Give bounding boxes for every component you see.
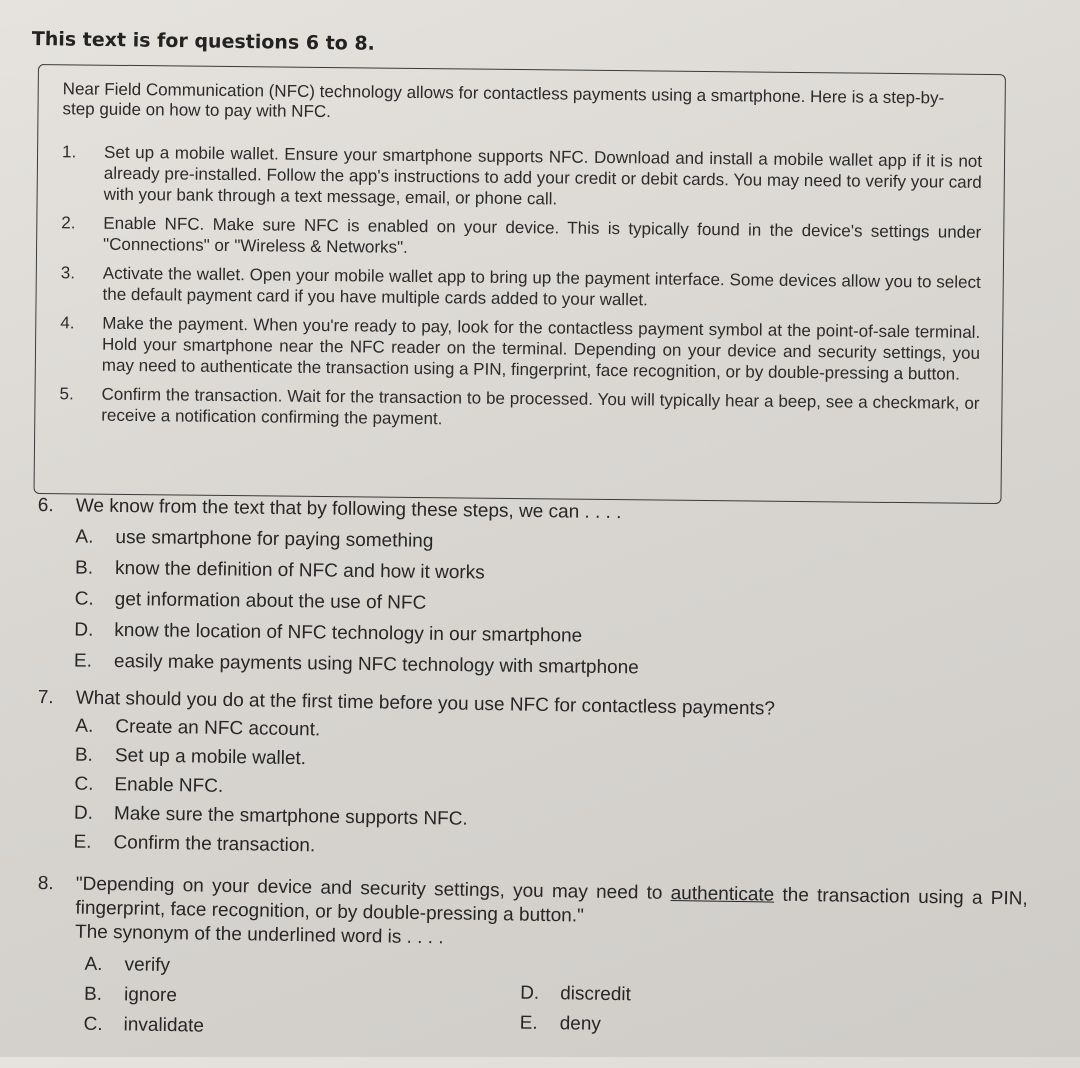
option-text: get information about the use of NFC: [115, 588, 427, 616]
question-6: [36, 494, 1018, 692]
step-item: [60, 262, 980, 314]
question-8: [35, 872, 1028, 1068]
step-item: [59, 383, 979, 435]
question-text: What should you do at the first time before you use NFC for contactless payments?: [76, 687, 1018, 726]
reading-text-box: [33, 64, 1005, 504]
steps-list: [59, 141, 982, 443]
answer-options: [74, 525, 1018, 684]
option-b[interactable]: [75, 556, 1017, 592]
option-a[interactable]: [75, 525, 1017, 561]
option-letter: C.: [74, 773, 110, 798]
option-c[interactable]: [75, 587, 1017, 623]
options-right-column: [519, 982, 520, 1042]
option-text: Create an NFC account.: [115, 715, 320, 742]
option-letter: E.: [519, 1012, 555, 1037]
step-text: Confirm the transaction. Wait for the transaction to be processed. You will typically hear a beep, see a checkmark, or receive a notification confirming the payment.: [101, 384, 979, 435]
option-letter: B.: [84, 983, 120, 1008]
option-text: Make sure the smartphone supports NFC.: [114, 802, 468, 832]
option-letter: A.: [75, 715, 111, 740]
option-letter: C.: [75, 587, 111, 611]
option-letter: D.: [520, 982, 556, 1007]
option-d[interactable]: [74, 618, 1016, 654]
question-number: 8.: [38, 872, 72, 897]
step-item: [61, 212, 981, 264]
option-letter: D.: [74, 618, 110, 642]
option-text: Set up a mobile wallet.: [115, 744, 307, 771]
option-text: easily make payments using NFC technology with smartphone: [114, 650, 639, 680]
step-number: 4.: [60, 312, 100, 333]
step-number: 3.: [61, 262, 101, 283]
options-left-column: [83, 953, 84, 1043]
answer-options: [73, 715, 1017, 870]
step-number: 2.: [61, 212, 101, 233]
step-number: 5.: [59, 383, 99, 404]
step-text: Make the payment. When you're ready to pay, look for the contactless payment symbol at the point-of-sale terminal. Hold your smartphone near the NFC reader on the terminal. Depending on your device and security settings, you may need to authenticate the transaction using a PIN, fingerprint, face recognition, or by double-pressing a button.: [102, 313, 981, 385]
quote-before: "Depending on your device and security settings, you may need to: [76, 874, 671, 904]
option-letter: D.: [74, 802, 110, 827]
option-letter: A.: [84, 953, 120, 978]
option-letter: E.: [73, 831, 109, 856]
underlined-word: authenticate: [671, 883, 775, 906]
option-text: discredit: [560, 982, 631, 1007]
step-item: [60, 312, 981, 385]
option-letter: B.: [75, 556, 111, 580]
option-text: deny: [559, 1012, 601, 1037]
option-letter: A.: [75, 525, 111, 549]
intro-paragraph: Near Field Communication (NFC) technology allows for contactless payments using a smartphone. Here is a step-by-step guide on how to pay with NFC.: [62, 79, 972, 129]
quote-after: the transaction using a PIN, fingerprint, face recognition, or by double-pressing a button.": [75, 885, 1028, 927]
option-e[interactable]: [74, 649, 1016, 685]
option-letter: C.: [83, 1013, 119, 1038]
question-number: 7.: [38, 686, 72, 711]
option-letter: E.: [74, 649, 110, 673]
option-text: ignore: [124, 983, 177, 1008]
option-text: invalidate: [123, 1013, 204, 1038]
step-text: Enable NFC. Make sure NFC is enabled on your device. This is typically found in the device's settings under "Connections" or "Wireless & Networks".: [103, 213, 981, 264]
step-item: [62, 141, 983, 214]
question-text: We know from the text that by following these steps, we can . . . .: [76, 494, 1018, 530]
question-number: 6.: [38, 494, 72, 518]
step-text: Set up a mobile wallet. Ensure your smartphone supports NFC. Download and install a mobile wallet app if it is not already pre-installed. Follow the app's instructions to add your credit or debit cards. You may need to verify your card with your bank through a text message, email, or phone call.: [104, 142, 983, 214]
section-header: This text is for questions 6 to 8.: [32, 28, 375, 55]
option-text: Confirm the transaction.: [113, 831, 315, 858]
option-text: use smartphone for paying something: [115, 526, 433, 554]
option-text: know the definition of NFC and how it works: [115, 557, 485, 586]
option-letter: B.: [75, 744, 111, 769]
answer-options: [83, 953, 1026, 1068]
option-text: Enable NFC.: [114, 773, 223, 799]
step-number: 1.: [62, 141, 102, 162]
question-prompt: The synonym of the underlined word is . . . .: [75, 921, 1027, 960]
question-7: [35, 686, 1018, 874]
option-text: verify: [124, 953, 170, 978]
option-text: know the location of NFC technology in our smartphone: [114, 619, 582, 649]
step-text: Activate the wallet. Open your mobile wallet app to bring up the payment interface. Some devices allow you to select the default payment card if you have multiple cards added to your wallet.: [102, 263, 980, 314]
